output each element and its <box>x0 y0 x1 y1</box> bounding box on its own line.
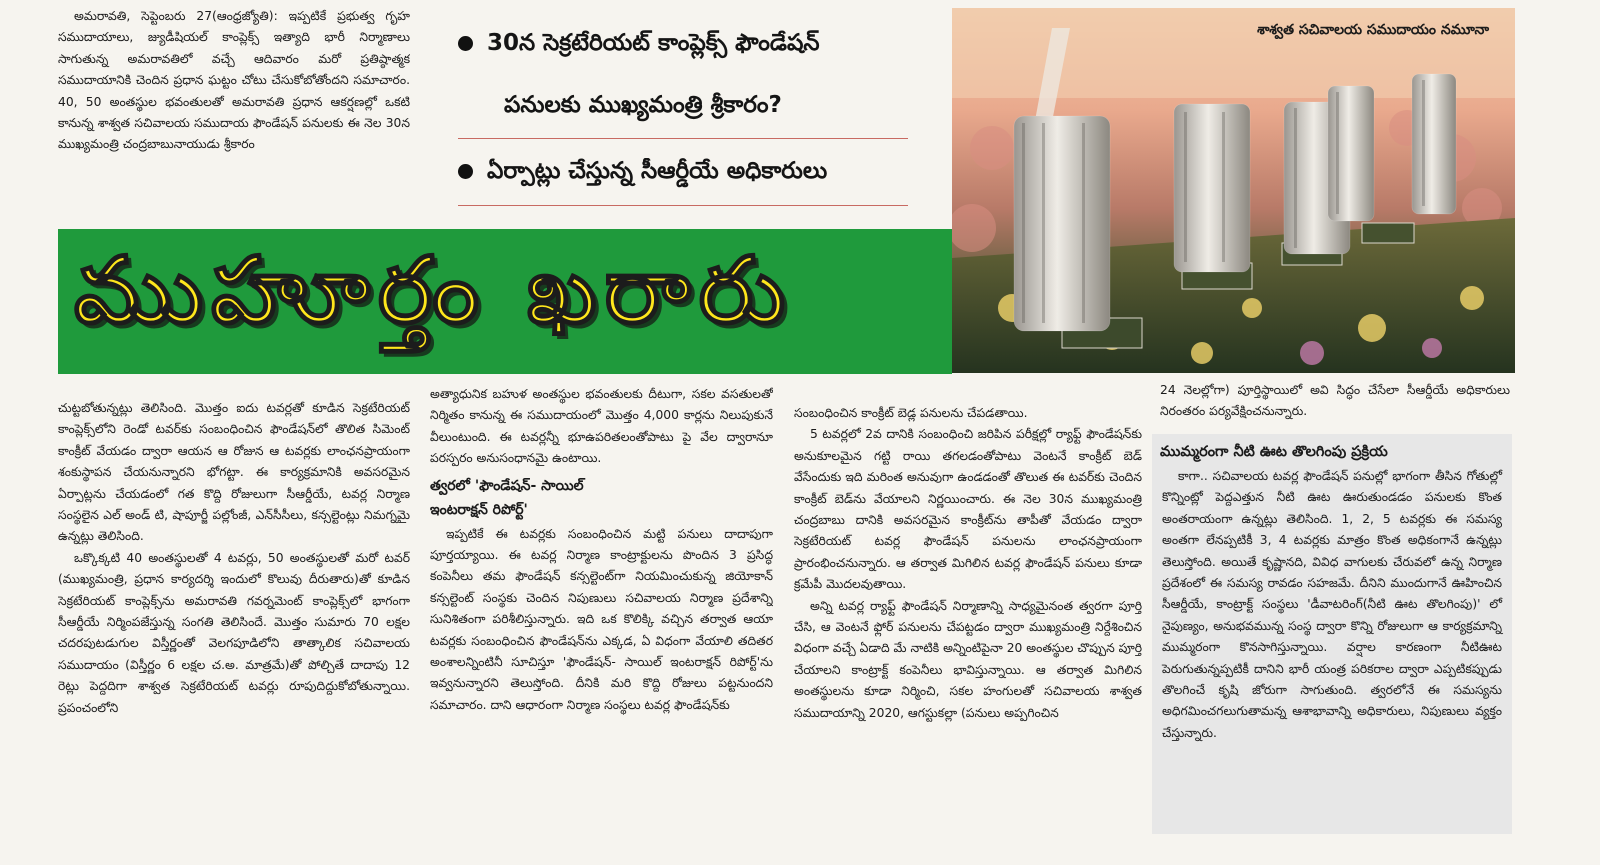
column-2-paragraph-1: అత్యాధునిక బహుళ అంతస్థుల భవంతులకు దీటుగా, సకల వసతులతో నిర్మితం కానున్న ఈ సముదాయంలో మొత్తం 4,000 కార్లను నిలుపుకునే వీలుంటుంది. ఈ టవర్లన్నీ భూఉపరితలంతోపాటు పై వేల ద్వారానూ పరస్పరం అనుసంధానమై ఉంటాయి. <box>430 387 773 466</box>
column-2-paragraph-2: ఇప్పటికే ఈ టవర్లకు సంబంధించిన మట్టి పనులు దాదాపుగా పూర్తయ్యాయి. ఈ టవర్ల నిర్మాణ కాంట్రాక్టులను పొందిన 3 ప్రసిద్ధ కంపెనీలు తమ ఫౌండేషన్ కన్సల్టెంట్‌గా నియమించుకున్న జియోకాన్ కన్సల్టెంట్ సంస్థకు చెందిన నిపుణులు సచివాలయ నిర్మాణ ప్రదేశాన్ని సునిశితంగా పరిశీలిస్తున్నారు. ఇది ఒక కొలిక్కి వచ్చిన తర్వాత ఆయా టవర్లకు సంబంధించిన ఫౌండేషన్‌ను ఎక్కడ, ఏ విధంగా వేయాలి తదితర అంశాలన్నింటినీ సూచిస్తూ 'ఫౌండేషన్- సాయిల్ ఇంటరాక్షన్ రిపోర్ట్'ను ఇవ్వనున్నారని తెలుస్తోంది. దీనికి మరి కొద్ది రోజులు పట్టనుందని సమాచారం. దాని ఆధారంగా నిర్మాణ సంస్థలు టవర్ల ఫౌండేషన్‌కు <box>430 526 773 712</box>
intro-column <box>58 6 410 216</box>
subheading-line-2: ఇంటరాక్షన్ రిపోర్ట్' <box>430 501 528 518</box>
bullet-dot-icon <box>458 36 473 51</box>
sidebar-heading: ముమ్మరంగా నీటి ఊట తొలగింపు ప్రక్రియ <box>1160 444 1388 460</box>
headline-banner <box>58 229 952 374</box>
article-column-2 <box>430 384 773 836</box>
sidebar-box <box>1152 434 1512 834</box>
bullet-dot-icon <box>458 164 473 179</box>
render-illustration <box>952 8 1515 373</box>
headline-divider <box>458 205 908 206</box>
article-column-4 <box>1160 380 1510 432</box>
column-2-subheading <box>430 474 773 522</box>
sidebar-paragraph: కాగా.. సచివాలయ టవర్ల ఫౌండేషన్ పనుల్లో భాగంగా తీసిన గోతుల్లో కొన్నింట్లో పెద్దఎత్తున నీటి ఊట ఊరుతుండడం పనులకు కొంత అంతరాయంగా ఉన్నట్లు తెలిసింది. 1, 2, 5 టవర్లకు ఈ సమస్య అంతగా లేనప్పటికీ 3, 4 టవర్లకు మాత్రం కొంత అధికంగానే ఉన్నట్లు తెలుస్తోంది. అయితే కృష్ణానది, వివిధ వాగులకు చేరువలో ఉన్న నిర్మాణ ప్రదేశంలో ఈ సమస్య రావడం సహజమే. దీనిని ముందుగానే ఊహించిన సీఆర్డీయే, కాంట్రాక్ట్ సంస్థలు 'డీవాటరింగ్(నీటి ఊట తొలగింపు)' లో నైపుణ్యం, అనుభవమున్న సంస్థ ద్వారా కొన్ని రోజులుగా ఆ కార్యక్రమాన్ని ముమ్మరంగా కొనసాగిస్తున్నాయి. వర్షాల కారణంగా నీటిఊట పెరుగుతున్నప్పటికీ దానిని భారీ యంత్ర పరికరాల ద్వారా ఎప్పటికప్పుడు తొలగించే కృషి జోరుగా సాగుతుంది. త్వరలోనే ఈ సమస్యను అధిగమించగలుగుతామన్న ఆశాభావాన్ని అధికారులు, నిపుణులు వ్యక్తం చేస్తున్నారు. <box>1162 469 1502 740</box>
sidebar-body <box>1152 466 1512 834</box>
headline-divider <box>458 138 908 139</box>
column-1-paragraph-2: ఒక్కొక్కటి 40 అంతస్థులతో 4 టవర్లు, 50 అంతస్థులతో మరో టవర్ (ముఖ్యమంత్రి, ప్రధాన కార్యదర్శి ఇందులో కొలువు దీరుతారు)తో కూడిన సెక్రటేరియట్ కాంప్లెక్స్‌ను అమరావతి గవర్నమెంట్ కాంప్లెక్స్‌లో భాగంగా సీఆర్డీయే నిర్మింపజేస్తున్న సంగతి తెలిసిందే. మొత్తం సుమారు 70 లక్షల చదరపుటడుగుల విస్తీర్ణంతో వెలగపూడిలోని తాత్కాలిక సచివాలయ సముదాయం (విస్తీర్ణం 6 లక్షల చ.అ. మాత్రమే)తో పోల్చితే దాదాపు 12 రెట్లు పెద్దదిగా శాశ్వత సెక్రటేరియట్ టవర్లు రూపుదిద్దుకోబోతున్నాయి. ప్రపంచంలోని <box>58 550 410 715</box>
headline-1-line-1: 30న సెక్రటేరియట్ కాంప్లెక్స్ ఫౌండేషన్ <box>487 30 820 56</box>
column-3-paragraph-3: అన్ని టవర్ల ర్యాఫ్ట్ ఫౌండేషన్ నిర్మాణాన్ని సాధ్యమైనంత త్వరగా పూర్తి చేసి, ఆ వెంటనే ఫ్లోర్ పనులను చేపట్టడం ద్వారా ముఖ్యమంత్రి నిర్దేశించిన విధంగా వచ్చే ఏడాది మే నాటికి అన్నింటిపైనా 20 అంతస్థుల చొప్పున పూర్తి చేయాలని కాంట్రాక్ట్ కంపెనీలు భావిస్తున్నాయి. ఆ తర్వాత మిగిలిన అంతస్థులను కూడా నిర్మించి, సకల హంగులతో సచివాలయ శాశ్వత సముదాయాన్ని 2020, ఆగస్టుకల్లా (పనులు అప్పగించిన <box>794 598 1142 720</box>
headline-2: ఏర్పాట్లు చేస్తున్న సీఆర్డీయే అధికారులు <box>487 158 828 184</box>
article-column-1 <box>58 398 410 836</box>
headline-bullet-2 <box>458 158 913 190</box>
column-3-paragraph-2: 5 టవర్లలో 2వ దానికి సంబంధించి జరిపిన పరీక్షల్లో ర్యాఫ్ట్ ఫౌండేషన్‌కు అనుకూలమైన గట్టి రాయి తగలడంతోపాటు వెంటనే కాంక్రీట్ బెడ్ వేసేందుకు ఇది మరింత అనువుగా ఉండడంతో తొలుత ఈ టవర్‌కు చెందిన కాంక్రీట్ బెడ్‌ను వేయాలని నిర్ణయించారు. ఈ నెల 30న ముఖ్యమంత్రి చంద్రబాబు దానికి అవసరమైన కాంక్రీట్‌ను తాపీతో వేయడం ద్వారా సెక్రటేరియట్ టవర్ల ఫౌండేషన్ పనులను లాంఛనప్రాయంగా ప్రారంభించనున్నారు. ఆ తర్వాత మిగిలిన టవర్ల ఫౌండేషన్ పనులు కూడా క్రమేపీ మొదలవుతాయి. <box>794 427 1142 592</box>
intro-paragraph: అమరావతి, సెప్టెంబరు 27(ఆంధ్రజ్యోతి): ఇప్పటికే ప్రభుత్వ గృహ సముదాయాలు, జ్యుడీషియల్ కాంప్లెక్స్ ఇత్యాది భారీ నిర్మాణాలు సాగుతున్న అమరావతిలో వచ్చే ఆదివారం మరో ప్రతిష్ఠాత్మక సముదాయానికి చెందిన ప్రధాన ఘట్టం చోటు చేసుకోబోతోందని సమాచారం. 40, 50 అంతస్థుల భవంతులతో అమరావతి ప్రధాన ఆకర్షణల్లో ఒకటి కానున్న శాశ్వత సచివాలయ సముదాయ ఫౌండేషన్ పనులకు ఈ నెల 30న ముఖ్యమంత్రి చంద్రబాబునాయుడు శ్రీకారం <box>58 9 410 152</box>
secretariat-render-image <box>952 8 1515 373</box>
banner-title: ముహూర్తం ఖరారు <box>74 236 794 344</box>
column-1-paragraph-1: చుట్టబోతున్నట్లు తెలిసింది. మొత్తం ఐదు టవర్లతో కూడిన సెక్రటేరియట్ కాంప్లెక్స్‌లోని రెండో టవర్‌కు సంబంధించిన ఫౌండేషన్‌లో తొలిత సిమెంట్ కాంక్రీట్ వేయడం ద్వారా ఆయన ఆ రోజున ఆ టవర్లకు లాంఛనప్రాయంగా శంకుస్థాపన చేయనున్నారని భోగట్టా. ఈ కార్యక్రమానికి అవసరమైన ఏర్పాట్లను చేయడంలో గత కొద్ది రోజులుగా సీఆర్డీయే, టవర్ల నిర్మాణ సంస్థలైన ఎల్ అండ్ టి, షాపూర్జీ పల్లోంజీ, ఎన్‌సీసీలు, కన్సల్టెంట్లు నిమగ్నమై ఉన్నట్లు తెలిసింది. <box>58 401 410 544</box>
headline-bullet-1 <box>458 30 913 62</box>
image-caption: శాశ్వత సచివాలయ సముదాయం నమూనా <box>1257 22 1489 38</box>
column-3-paragraph-1: సంబంధించిన కాంక్రీట్ బెడ్ల పనులను చేపడతాయి. <box>794 406 1028 420</box>
headline-1-line-2: పనులకు ముఖ్యమంత్రి శ్రీకారం? <box>504 92 782 118</box>
article-column-3 <box>794 403 1142 836</box>
subheading-line-1: త్వరలో 'ఫౌండేషన్- సాయిల్ <box>430 477 584 494</box>
headline-bullet-1-cont <box>504 92 959 124</box>
column-4-paragraph-1: 24 నెలల్లోగా) పూర్తిస్థాయిలో అవి సిద్ధం చేసేలా సీఆర్డీయే అధికారులు నిరంతరం పర్యవేక్షించనున్నారు. <box>1160 383 1510 419</box>
